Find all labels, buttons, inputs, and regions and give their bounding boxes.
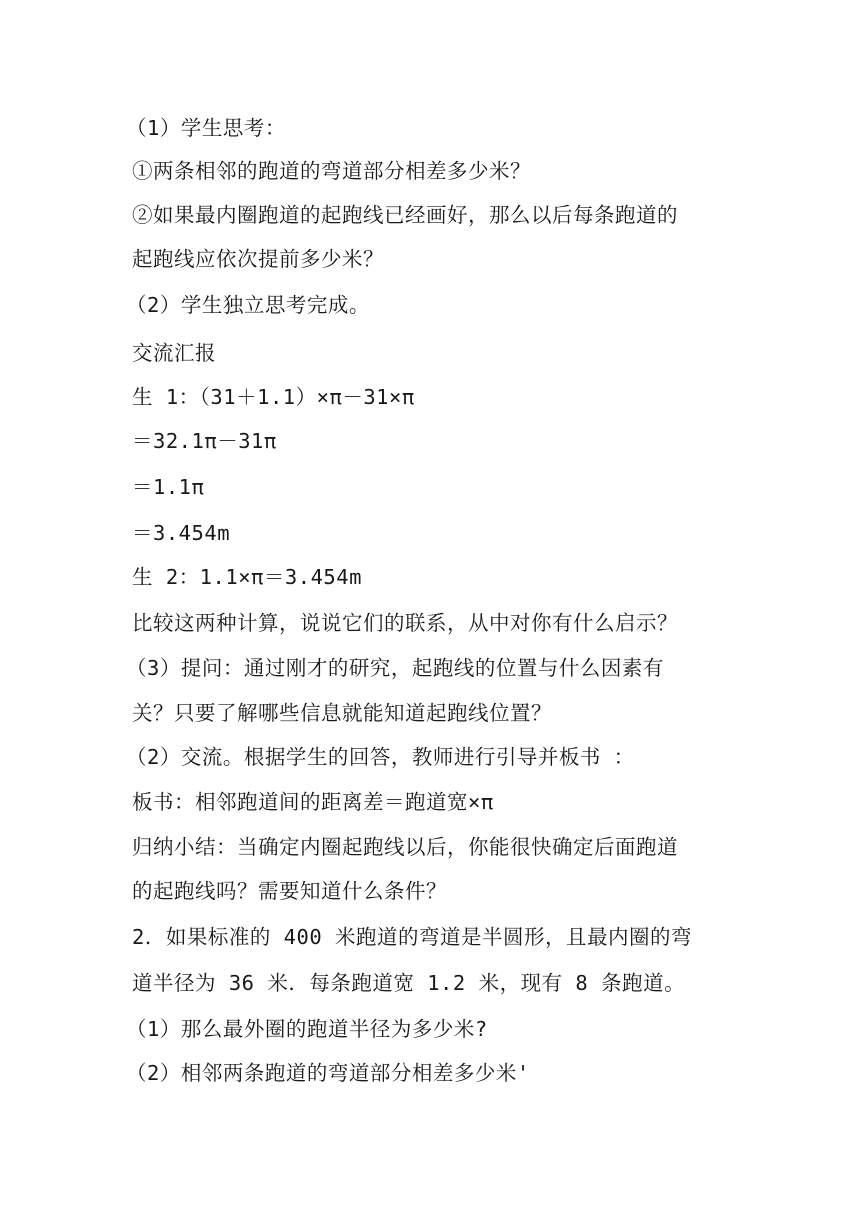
formula-line: ＝32.1π－31π [132, 429, 277, 453]
text-line: ①两条相邻的跑道的弯道部分相差多少米？ [132, 159, 531, 183]
text-line: ②如果最内圈跑道的起跑线已经画好，那么以后每条跑道的 [132, 203, 678, 227]
text-line: 的起跑线吗？需要知道什么条件？ [132, 879, 447, 903]
text-line: （1）学生思考： [126, 116, 286, 140]
text-line: 起跑线应依次提前多少米？ [132, 247, 384, 271]
problem-line: 道半径为 36 米．每条跑道宽 1.2 米，现有 8 条跑道。 [132, 971, 686, 995]
text-line: （2）交流。根据学生的回答，教师进行引导并板书 ： [126, 745, 635, 769]
text-line: 比较这两种计算，说说它们的联系，从中对你有什么启示？ [132, 611, 678, 635]
text-line: 归纳小结：当确定内圈起跑线以后，你能很快确定后面跑道 [132, 835, 678, 859]
question-line: （2）相邻两条跑道的弯道部分相差多少米' [126, 1061, 530, 1085]
formula-line: 生 2：1.1×π＝3.454m [132, 565, 362, 589]
text-line: （2）学生独立思考完成。 [126, 293, 370, 317]
formula-line: ＝1.1π [132, 475, 205, 499]
text-line: 关？只要了解哪些信息就能知道起跑线位置？ [132, 701, 552, 725]
formula-line: ＝3.454m [132, 521, 231, 545]
text-line: （3）提问：通过刚才的研究，起跑线的位置与什么因素有 [126, 656, 664, 680]
blackboard-note: 板书：相邻跑道间的距离差＝跑道宽×π [132, 790, 494, 814]
section-heading: 交流汇报 [132, 341, 216, 365]
question-line: （1）那么最外圈的跑道半径为多少米? [126, 1017, 488, 1041]
formula-line: 生 1：（31＋1.1）×π－31×π [132, 385, 415, 409]
problem-line: 2．如果标准的 400 米跑道的弯道是半圆形，且最内圈的弯 [132, 925, 693, 949]
